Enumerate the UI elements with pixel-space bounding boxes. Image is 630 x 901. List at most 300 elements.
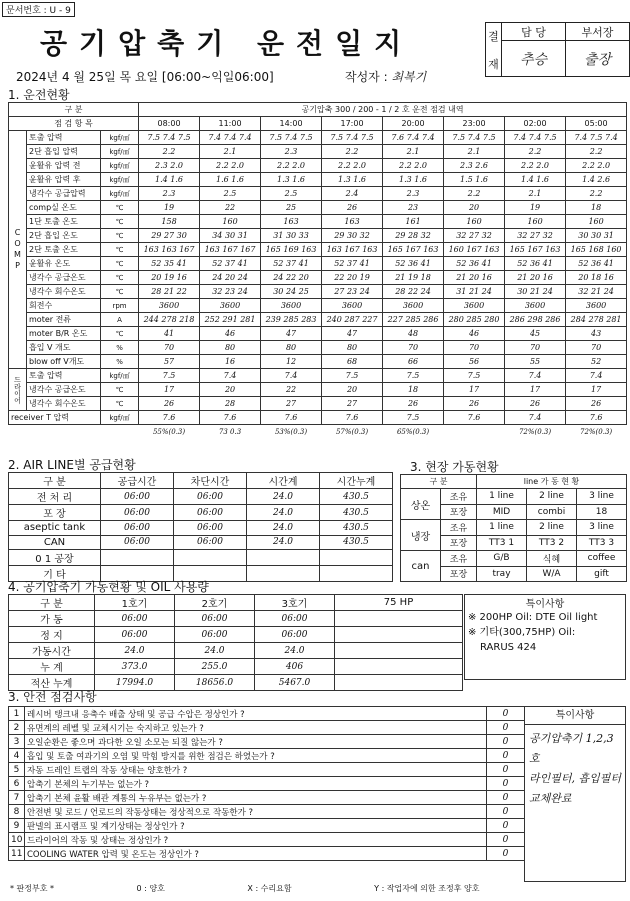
compressor-value — [335, 611, 463, 627]
safety-mark: 0 — [487, 735, 525, 749]
airline-value — [320, 566, 393, 582]
reading-cell: 20 — [444, 201, 505, 215]
reading-cell: 24 20 24 — [200, 271, 261, 285]
reading-cell: 22 — [261, 383, 322, 397]
airline-value: 24.0 — [247, 489, 320, 505]
reading-cell: 2.5 — [261, 187, 322, 201]
reading-cell: 45 — [505, 327, 566, 341]
safety-text: 오일순환은 좋으며 과다한 오일 소모는 되질 않는가 ? — [25, 735, 487, 749]
airline-value: 24.0 — [247, 505, 320, 521]
header-item: 점 검 항 목 — [9, 117, 139, 131]
compressor-header: 구 분 — [9, 595, 95, 611]
receiver-note — [444, 425, 505, 439]
reading-cell: 28 22 24 — [383, 285, 444, 299]
airline-value: 06:00 — [101, 521, 174, 536]
safety-text: 자동 드레인 트랩의 작동 상태는 양호한가 ? — [25, 763, 487, 777]
row-unit: kgf/㎠ — [101, 187, 139, 201]
table-row — [9, 505, 393, 521]
reading-cell: 163 167 163 — [322, 243, 383, 257]
row-label: 냉각수 공급압력 — [27, 187, 101, 201]
row-unit: ℃ — [101, 327, 139, 341]
compressor-value: 24.0 — [255, 643, 335, 659]
writer-name: 최복기 — [391, 70, 427, 84]
reading-cell: 244 278 218 — [139, 313, 200, 327]
row-unit: ℃ — [101, 271, 139, 285]
reading-cell: 26 — [383, 397, 444, 411]
row-label: 토출 압력 — [27, 131, 101, 145]
group-dryer: 드라이어 — [9, 369, 27, 411]
row-unit: ℃ — [101, 285, 139, 299]
compressor-header: 2호기 — [175, 595, 255, 611]
table-row — [9, 627, 463, 643]
compressor-value: 18656.0 — [175, 675, 255, 691]
receiver-note-row — [9, 425, 627, 439]
row-label: 윤활유 압력 전 — [27, 159, 101, 173]
reading-cell: 57 — [139, 355, 200, 369]
reading-cell: 7.4 — [200, 369, 261, 383]
row-label: 회전수 — [27, 299, 101, 313]
row-unit: ℃ — [101, 215, 139, 229]
status-kind: 조유 — [441, 520, 477, 536]
status-line: G/B — [477, 551, 527, 567]
reading-cell: 52 — [566, 355, 627, 369]
airline-name: 전 처 리 — [9, 489, 101, 505]
row-label: 1단 토출 온도 — [27, 215, 101, 229]
reading-cell: 280 285 280 — [444, 313, 505, 327]
airline-value — [247, 566, 320, 582]
reading-cell: 7.6 — [261, 411, 322, 425]
reading-cell: 7.5 — [139, 369, 200, 383]
reading-cell: 160 167 163 — [444, 243, 505, 257]
table-row — [9, 173, 627, 187]
safety-no: 9 — [9, 819, 25, 833]
safety-no: 3 — [9, 735, 25, 749]
reading-cell: 2.2 — [139, 145, 200, 159]
status-kind: 포장 — [441, 566, 477, 582]
reading-cell: 2.1 — [200, 145, 261, 159]
table-row — [9, 735, 525, 749]
status-group: can — [401, 551, 441, 582]
table-row — [9, 643, 463, 659]
reading-cell: 56 — [444, 355, 505, 369]
airline-value: 06:00 — [101, 505, 174, 521]
airline-value: 06:00 — [101, 489, 174, 505]
reading-cell: 2.2 — [566, 145, 627, 159]
reading-cell: 165 167 163 — [505, 243, 566, 257]
reading-cell: 7.5 — [383, 411, 444, 425]
receiver-note: 72%(0.3) — [580, 427, 613, 436]
table-row — [9, 707, 525, 721]
row-unit: A — [101, 313, 139, 327]
reading-cell: 52 37 41 — [322, 257, 383, 271]
airline-value: 06:00 — [174, 505, 247, 521]
compressor-header: 75 HP — [335, 595, 463, 611]
status-line: TT3 2 — [527, 535, 577, 551]
date-line: 2024년 4 월 25일 목 요일 [06:00~익일06:00] — [16, 70, 274, 84]
reading-cell: 7.5 — [383, 369, 444, 383]
table-row — [9, 215, 627, 229]
approval-box — [485, 22, 630, 77]
reading-cell: 7.5 7.4 7.5 — [139, 131, 200, 145]
note-spacer — [9, 425, 139, 439]
reading-cell: 70 — [566, 341, 627, 355]
reading-cell: 1.4 1.6 — [505, 173, 566, 187]
table-row — [9, 805, 525, 819]
reading-cell: 20 — [322, 383, 383, 397]
reading-cell: 3600 — [322, 299, 383, 313]
compressor-value — [335, 675, 463, 691]
compressor-value: 06:00 — [95, 611, 175, 627]
safety-mark: 0 — [487, 749, 525, 763]
table-row — [9, 201, 627, 215]
reading-cell: 7.5 — [322, 369, 383, 383]
table-row — [401, 520, 627, 536]
table-row — [401, 551, 627, 567]
reading-cell: 160 — [444, 215, 505, 229]
safety-mark: 0 — [487, 777, 525, 791]
reading-cell: 29 27 30 — [139, 229, 200, 243]
airline-value: 06:00 — [174, 521, 247, 536]
reading-cell: 34 30 31 — [200, 229, 261, 243]
reading-cell: 52 36 41 — [383, 257, 444, 271]
row-unit: kgf/㎠ — [101, 145, 139, 159]
reading-cell: 252 291 281 — [200, 313, 261, 327]
reading-cell: 7.4 — [566, 369, 627, 383]
safety-no: 8 — [9, 805, 25, 819]
reading-cell: 52 36 41 — [444, 257, 505, 271]
legend — [10, 883, 559, 894]
row-label: receiver T 압력 — [9, 411, 101, 425]
reading-cell: 32 27 32 — [444, 229, 505, 243]
reading-cell: 21 20 16 — [505, 271, 566, 285]
table-row — [9, 819, 525, 833]
reading-cell: 7.4 — [505, 369, 566, 383]
table-row — [9, 847, 525, 861]
safety-mark: 0 — [487, 721, 525, 735]
row-label: 냉각수 회수온도 — [27, 285, 101, 299]
reading-cell: 2.2 2.0 — [566, 159, 627, 173]
reading-cell: 240 287 227 — [322, 313, 383, 327]
row-label: 2단 토출 온도 — [27, 243, 101, 257]
status-line: TT3 1 — [477, 535, 527, 551]
approval-col-head: 부서장 — [566, 23, 630, 41]
section4-title: 4. 공기압축기 가동현황 및 OIL 사용량 — [8, 580, 209, 594]
airline-table — [8, 472, 393, 582]
compressor-value — [335, 627, 463, 643]
reading-cell: 1.3 1.6 — [322, 173, 383, 187]
reading-cell: 29 28 32 — [383, 229, 444, 243]
reading-cell: 48 — [383, 327, 444, 341]
airline-value: 06:00 — [101, 535, 174, 550]
compressor-value: 06:00 — [175, 627, 255, 643]
status-header-gubun: 구 분 — [401, 475, 477, 489]
row-label: moter 전류 — [27, 313, 101, 327]
reading-cell: 1.3 1.6 — [261, 173, 322, 187]
table-row — [9, 489, 393, 505]
safety-text: 판넬의 표시램프 및 계기상태는 정상인가 ? — [25, 819, 487, 833]
reading-cell: 52 36 41 — [505, 257, 566, 271]
compressor-value: 24.0 — [175, 643, 255, 659]
airline-value: 24.0 — [247, 535, 320, 550]
page-title: 공기압축기 운전일지 — [40, 27, 414, 60]
reading-cell: 17 — [505, 383, 566, 397]
table-row — [9, 131, 627, 145]
airline-value: 24.0 — [247, 521, 320, 536]
approval-side-label: 결 재 — [486, 23, 502, 77]
row-unit: ℃ — [101, 229, 139, 243]
reading-cell: 7.6 — [139, 411, 200, 425]
reading-cell: 47 — [322, 327, 383, 341]
receiver-note: 65%(0.3) — [396, 427, 430, 436]
row-unit: kgf/㎠ — [101, 411, 139, 425]
reading-cell: 47 — [261, 327, 322, 341]
status-line: 1 line — [477, 489, 527, 505]
status-kind: 포장 — [441, 504, 477, 520]
safety-mark: 0 — [487, 833, 525, 847]
receiver-note: 55%(0.3) — [152, 427, 186, 436]
legend-title: * 판정부호 * — [10, 884, 54, 893]
status-line: tray — [477, 566, 527, 582]
reading-cell: 27 — [261, 397, 322, 411]
time-header: 11:00 — [200, 117, 261, 131]
reading-cell: 80 — [261, 341, 322, 355]
safety-no: 7 — [9, 791, 25, 805]
status-line: 18 — [577, 504, 627, 520]
section3-status-title: 3. 현장 가동현황 — [410, 460, 499, 474]
table-row — [9, 355, 627, 369]
oil-notes-box — [464, 594, 626, 680]
compressor-value: 24.0 — [95, 643, 175, 659]
reading-cell: 165 167 163 — [383, 243, 444, 257]
airline-value: 430.5 — [320, 521, 393, 536]
table-row — [9, 550, 393, 566]
safety-note-2: 라인필터, 흡입필터 — [529, 772, 622, 785]
airline-value: 430.5 — [320, 535, 393, 550]
airline-name: 0 1 공장 — [9, 550, 101, 566]
reading-cell: 32 21 24 — [566, 285, 627, 299]
table-row — [9, 721, 525, 735]
reading-cell: 2.2 — [566, 187, 627, 201]
reading-cell: 160 — [566, 215, 627, 229]
reading-cell: 2.5 — [200, 187, 261, 201]
reading-cell: 163 167 167 — [200, 243, 261, 257]
airline-header: 공급시간 — [101, 473, 174, 489]
reading-cell: 286 298 286 — [505, 313, 566, 327]
reading-cell: 7.6 7.4 7.4 — [383, 131, 444, 145]
reading-cell: 7.4 7.4 7.4 — [200, 131, 261, 145]
status-line: 2 line — [527, 520, 577, 536]
header-gubun: 구 분 — [9, 103, 139, 117]
safety-mark: 0 — [487, 791, 525, 805]
table-row — [9, 341, 627, 355]
airline-value: 06:00 — [174, 489, 247, 505]
status-line: combi — [527, 504, 577, 520]
safety-no: 11 — [9, 847, 25, 861]
table-row — [9, 299, 627, 313]
table-row — [9, 187, 627, 201]
row-unit: kgf/㎠ — [101, 159, 139, 173]
reading-cell: 17 — [566, 383, 627, 397]
reading-cell: 2.2 2.0 — [200, 159, 261, 173]
reading-cell: 70 — [139, 341, 200, 355]
row-unit: ℃ — [101, 201, 139, 215]
airline-name: aseptic tank — [9, 521, 101, 536]
reading-cell: 3600 — [261, 299, 322, 313]
row-unit: ℃ — [101, 257, 139, 271]
reading-cell: 7.5 7.4 7.5 — [444, 131, 505, 145]
reading-cell: 227 285 286 — [383, 313, 444, 327]
reading-cell: 80 — [322, 341, 383, 355]
table-row — [9, 369, 627, 383]
compressor-value — [335, 659, 463, 675]
reading-cell: 7.6 — [322, 411, 383, 425]
table-row — [9, 411, 627, 425]
reading-cell: 22 — [200, 201, 261, 215]
status-line: 3 line — [577, 489, 627, 505]
airline-header: 시간계 — [247, 473, 320, 489]
reading-cell: 3600 — [505, 299, 566, 313]
receiver-note: 57%(0.3) — [335, 427, 369, 436]
row-label: 2단 흡입 온도 — [27, 229, 101, 243]
reading-cell: 163 163 167 — [139, 243, 200, 257]
oil-note-3: RARUS 424 — [480, 642, 537, 653]
reading-cell: 18 — [383, 383, 444, 397]
reading-cell: 55 — [505, 355, 566, 369]
group-comp: COMP — [9, 131, 27, 369]
airline-value — [174, 550, 247, 566]
reading-cell: 7.5 7.4 7.5 — [322, 131, 383, 145]
status-line: W/A — [527, 566, 577, 582]
airline-name: 기 타 — [9, 566, 101, 582]
reading-cell: 70 — [383, 341, 444, 355]
reading-cell: 1.5 1.6 — [444, 173, 505, 187]
status-line: gift — [577, 566, 627, 582]
time-header: 14:00 — [261, 117, 322, 131]
reading-cell: 2.2 — [444, 187, 505, 201]
status-line: 식혜 — [527, 551, 577, 567]
status-line: 1 line — [477, 520, 527, 536]
reading-cell: 17 — [139, 383, 200, 397]
reading-cell: 68 — [322, 355, 383, 369]
reading-cell: 7.6 — [200, 411, 261, 425]
compressor-value: 406 — [255, 659, 335, 675]
status-kind: 포장 — [441, 535, 477, 551]
safety-mark: 0 — [487, 805, 525, 819]
airline-name: CAN — [9, 535, 101, 550]
table-row — [9, 521, 393, 536]
reading-cell: 2.2 — [505, 145, 566, 159]
oil-notes-title: 특이사항 — [525, 599, 565, 610]
safety-text: 흡입 및 토출 여과기의 오염 및 막힘 방지를 위한 점검은 하였는가 ? — [25, 749, 487, 763]
compressor-row-name: 누 계 — [9, 659, 95, 675]
reading-cell: 26 — [139, 397, 200, 411]
reading-cell: 2.2 2.0 — [322, 159, 383, 173]
legend-adjusted: Y : 작업자에 의한 조정후 양호 — [374, 884, 480, 893]
compressor-value — [335, 643, 463, 659]
reading-cell: 3600 — [444, 299, 505, 313]
compressor-table — [8, 594, 463, 691]
reading-cell: 2.4 — [322, 187, 383, 201]
reading-cell: 26 — [322, 201, 383, 215]
writer: 작성자 : 최복기 — [345, 70, 427, 84]
airline-name: 포 장 — [9, 505, 101, 521]
reading-cell: 1.4 2.6 — [566, 173, 627, 187]
row-label: 냉각수 공급온도 — [27, 383, 101, 397]
table-row — [9, 229, 627, 243]
safety-no: 10 — [9, 833, 25, 847]
operation-table — [8, 102, 627, 439]
safety-table — [8, 706, 525, 861]
status-kind: 조유 — [441, 551, 477, 567]
status-line: TT3 3 — [577, 535, 627, 551]
site-status-table — [400, 474, 627, 582]
table-row — [9, 611, 463, 627]
compressor-value: 06:00 — [255, 611, 335, 627]
reading-cell: 2.2 2.0 — [505, 159, 566, 173]
reading-cell: 7.6 — [444, 411, 505, 425]
status-group: 상온 — [401, 489, 441, 520]
airline-value: 06:00 — [174, 535, 247, 550]
reading-cell: 160 — [200, 215, 261, 229]
safety-no: 4 — [9, 749, 25, 763]
header-desc: 공기압축 300 / 200 - 1 / 2 호 운전 점검 내역 — [139, 103, 627, 117]
table-row — [9, 397, 627, 411]
table-row — [9, 791, 525, 805]
reading-cell: 22 20 19 — [322, 271, 383, 285]
reading-cell: 80 — [200, 341, 261, 355]
reading-cell: 12 — [261, 355, 322, 369]
reading-cell: 7.5 7.4 7.5 — [261, 131, 322, 145]
reading-cell: 7.5 — [444, 369, 505, 383]
row-label: moter B/R 온도 — [27, 327, 101, 341]
airline-header: 차단시간 — [174, 473, 247, 489]
reading-cell: 3600 — [383, 299, 444, 313]
reading-cell: 3600 — [139, 299, 200, 313]
compressor-value: 5467.0 — [255, 675, 335, 691]
table-row — [9, 535, 393, 550]
reading-cell: 30 30 31 — [566, 229, 627, 243]
reading-cell: 165 169 163 — [261, 243, 322, 257]
airline-value — [320, 550, 393, 566]
reading-cell: 27 23 24 — [322, 285, 383, 299]
status-kind: 조유 — [441, 489, 477, 505]
reading-cell: 28 21 22 — [139, 285, 200, 299]
row-label: 냉각수 회수온도 — [27, 397, 101, 411]
legend-repair: X : 수리요함 — [247, 884, 292, 893]
table-row — [9, 243, 627, 257]
table-row — [9, 749, 525, 763]
safety-notes-title: 특이사항 — [525, 707, 625, 725]
table-row — [401, 489, 627, 505]
reading-cell: 31 30 33 — [261, 229, 322, 243]
status-header-line: line 가 동 현 황 — [477, 475, 627, 489]
reading-cell: 239 285 283 — [261, 313, 322, 327]
safety-text: 안전변 및 로드 / 언로드의 작동상태는 정상적으로 작동한가 ? — [25, 805, 487, 819]
airline-header: 시간누계 — [320, 473, 393, 489]
time-header: 23:00 — [444, 117, 505, 131]
compressor-header: 1호기 — [95, 595, 175, 611]
reading-cell: 26 — [566, 397, 627, 411]
row-label: 윤활유 압력 후 — [27, 173, 101, 187]
reading-cell: 41 — [139, 327, 200, 341]
reading-cell: 2.3 2.0 — [139, 159, 200, 173]
time-header: 02:00 — [505, 117, 566, 131]
reading-cell: 160 — [505, 215, 566, 229]
reading-cell: 46 — [444, 327, 505, 341]
reading-cell: 19 — [505, 201, 566, 215]
status-line: coffee — [577, 551, 627, 567]
reading-cell: 2.3 — [139, 187, 200, 201]
